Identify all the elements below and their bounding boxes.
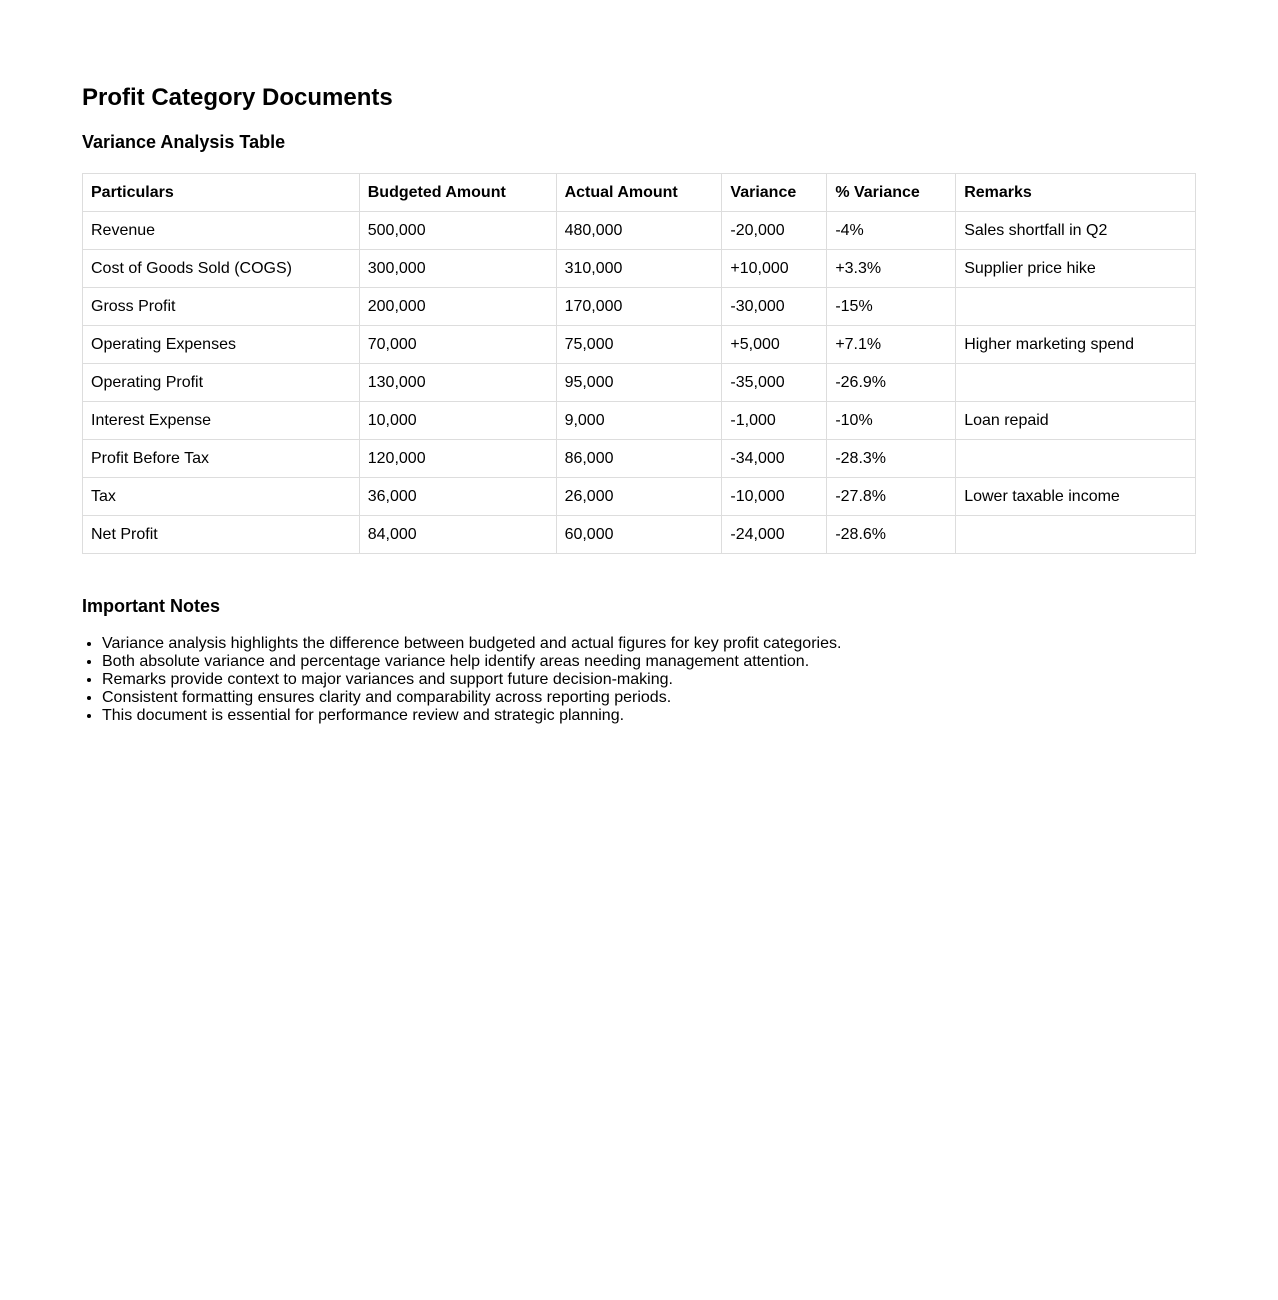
cell-variance: -34,000: [722, 440, 827, 478]
cell-remarks: [956, 288, 1196, 326]
cell-remarks: Higher marketing spend: [956, 326, 1196, 364]
table-header-row: [83, 174, 1196, 212]
cell-budgeted-amount: 300,000: [359, 250, 556, 288]
page-title: Profit Category Documents: [82, 84, 393, 111]
cell-remarks: Lower taxable income: [956, 478, 1196, 516]
cell-remarks: [956, 440, 1196, 478]
table-row: [83, 402, 1196, 440]
cell-particulars: Interest Expense: [83, 402, 360, 440]
cell-variance: -20,000: [722, 212, 827, 250]
cell-variance: -24,000: [722, 516, 827, 554]
cell-actual-amount: 310,000: [556, 250, 722, 288]
cell-remarks: Loan repaid: [956, 402, 1196, 440]
header-percent-variance: % Variance: [827, 174, 956, 212]
note-item: • Remarks provide context to major variances and support future decision-making.: [102, 671, 1102, 689]
cell-remarks: Supplier price hike: [956, 250, 1196, 288]
cell-variance: +5,000: [722, 326, 827, 364]
cell-particulars: Net Profit: [83, 516, 360, 554]
header-actual-amount: Actual Amount: [556, 174, 722, 212]
cell-percent-variance: -26.9%: [827, 364, 956, 402]
cell-actual-amount: 26,000: [556, 478, 722, 516]
cell-percent-variance: -10%: [827, 402, 956, 440]
cell-percent-variance: +7.1%: [827, 326, 956, 364]
header-variance: Variance: [722, 174, 827, 212]
note-item: • Consistent formatting ensures clarity and comparability across reporting periods.: [102, 689, 1102, 707]
cell-particulars: Profit Before Tax: [83, 440, 360, 478]
cell-variance: -30,000: [722, 288, 827, 326]
note-item: • This document is essential for performance review and strategic planning.: [102, 707, 1102, 725]
cell-actual-amount: 75,000: [556, 326, 722, 364]
cell-percent-variance: -15%: [827, 288, 956, 326]
cell-percent-variance: -4%: [827, 212, 956, 250]
cell-percent-variance: -28.3%: [827, 440, 956, 478]
table-row: [83, 478, 1196, 516]
cell-actual-amount: 480,000: [556, 212, 722, 250]
table-row: [83, 364, 1196, 402]
table-row: [83, 326, 1196, 364]
cell-variance: -10,000: [722, 478, 827, 516]
cell-budgeted-amount: 500,000: [359, 212, 556, 250]
cell-actual-amount: 86,000: [556, 440, 722, 478]
table-row: [83, 440, 1196, 478]
cell-budgeted-amount: 10,000: [359, 402, 556, 440]
table-row: [83, 212, 1196, 250]
notes-heading: Important Notes: [82, 596, 221, 616]
cell-particulars: Revenue: [83, 212, 360, 250]
cell-remarks: [956, 516, 1196, 554]
variance-analysis-table: [82, 173, 1196, 554]
cell-particulars: Operating Expenses: [83, 326, 360, 364]
cell-variance: -35,000: [722, 364, 827, 402]
table-row: [83, 288, 1196, 326]
notes-list: [82, 635, 1102, 725]
table-row: [83, 516, 1196, 554]
cell-percent-variance: -27.8%: [827, 478, 956, 516]
cell-actual-amount: 9,000: [556, 402, 722, 440]
cell-variance: +10,000: [722, 250, 827, 288]
cell-budgeted-amount: 36,000: [359, 478, 556, 516]
cell-actual-amount: 170,000: [556, 288, 722, 326]
table-row: [83, 250, 1196, 288]
cell-particulars: Cost of Goods Sold (COGS): [83, 250, 360, 288]
cell-variance: -1,000: [722, 402, 827, 440]
header-remarks: Remarks: [956, 174, 1196, 212]
note-item: • Both absolute variance and percentage variance help identify areas needing management attention.: [102, 653, 1102, 671]
cell-budgeted-amount: 84,000: [359, 516, 556, 554]
cell-remarks: Sales shortfall in Q2: [956, 212, 1196, 250]
cell-percent-variance: +3.3%: [827, 250, 956, 288]
cell-remarks: [956, 364, 1196, 402]
cell-particulars: Gross Profit: [83, 288, 360, 326]
table-heading: Variance Analysis Table: [82, 132, 286, 152]
cell-actual-amount: 60,000: [556, 516, 722, 554]
cell-budgeted-amount: 70,000: [359, 326, 556, 364]
cell-particulars: Tax: [83, 478, 360, 516]
cell-percent-variance: -28.6%: [827, 516, 956, 554]
cell-actual-amount: 95,000: [556, 364, 722, 402]
note-item: • Variance analysis highlights the difference between budgeted and actual figures for key profit categories.: [102, 635, 1102, 653]
header-particulars: Particulars: [83, 174, 360, 212]
cell-budgeted-amount: 120,000: [359, 440, 556, 478]
header-budgeted-amount: Budgeted Amount: [359, 174, 556, 212]
cell-budgeted-amount: 130,000: [359, 364, 556, 402]
cell-particulars: Operating Profit: [83, 364, 360, 402]
cell-budgeted-amount: 200,000: [359, 288, 556, 326]
